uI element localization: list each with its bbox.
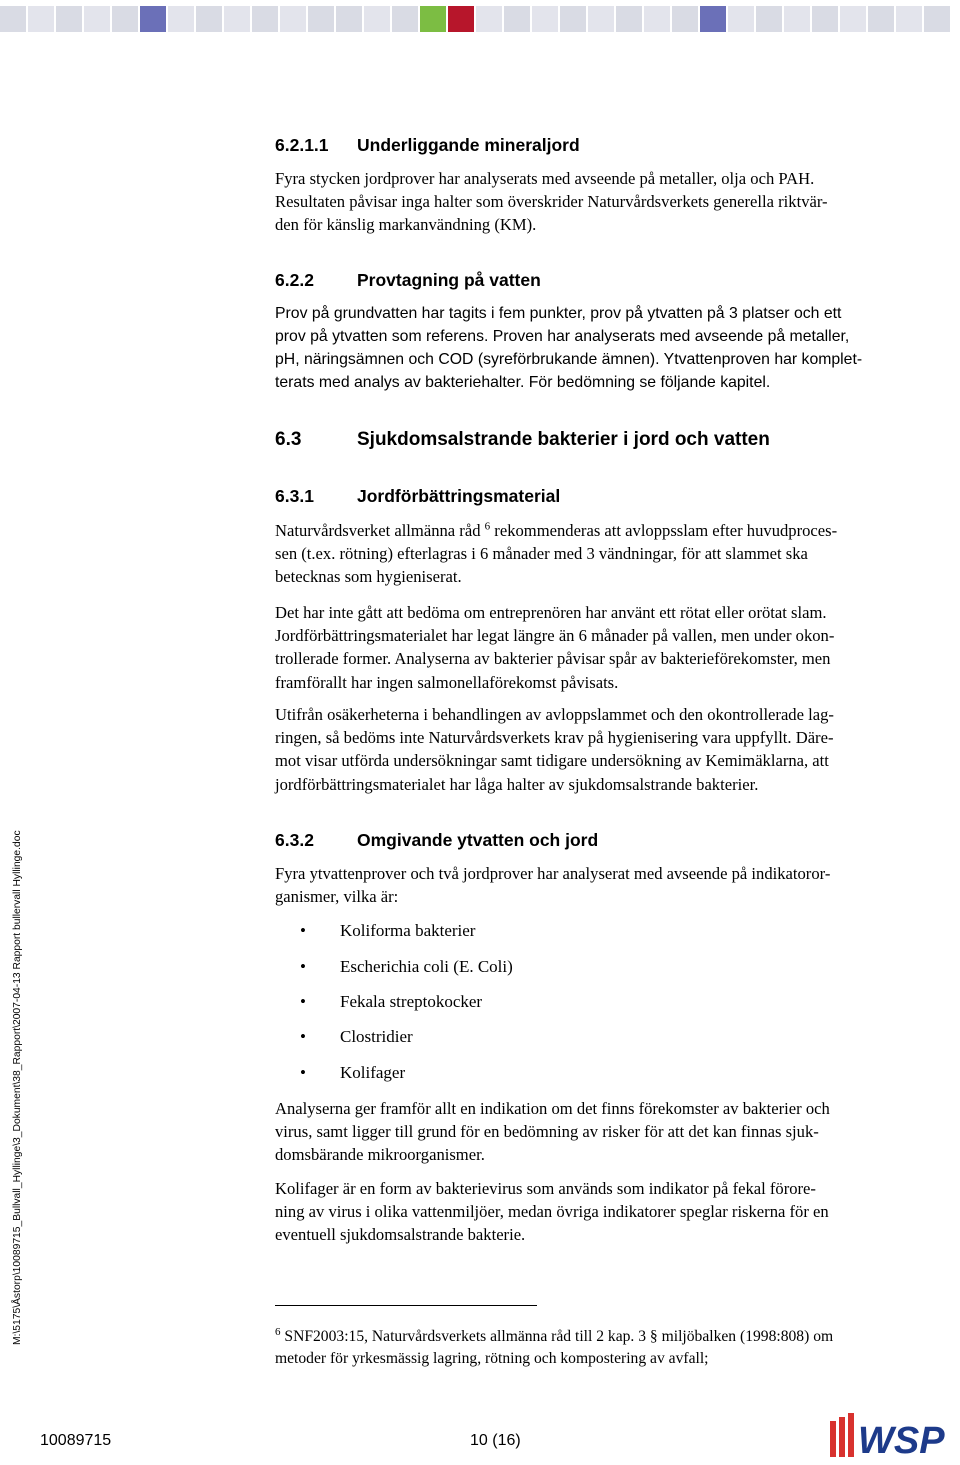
text-segment: Naturvårdsverket allmänna råd [275,521,481,540]
footnote-number: 6 [275,1325,281,1338]
header-square [700,6,726,32]
header-square [196,6,222,32]
text-line: sen (t.ex. rötning) efterlagras i 6 månader med 3 vändningar, för att slammet ska [275,544,808,564]
list-item-label: Kolifager [340,1063,406,1082]
heading-6-3-2 [275,830,598,851]
heading-number: 6.3.1 [275,486,314,506]
logo-text: WSP [858,1420,945,1459]
header-square [336,6,362,32]
heading-title: Jordförbättringsmaterial [357,486,561,506]
bullet-icon: • [300,921,306,940]
bullet-icon: • [300,992,306,1011]
paragraph-slam-rad [275,519,955,589]
list-item [300,992,482,1012]
text-line: prov på ytvatten som referens. Proven har analyserats med avseende på metaller, [275,328,850,345]
header-square [448,6,474,32]
header-square [140,6,166,32]
text-line: Det har inte gått att bedöma om entreprenören har använt ett rötat eller orötat slam. [275,603,827,622]
heading-6-3 [275,429,770,451]
header-square [252,6,278,32]
header-decoration [0,6,960,32]
list-item [300,921,475,941]
text-line: ning av virus i olika vattenmiljöer, medan övriga indikatorer speglar riskerna för en [275,1202,829,1222]
text-segment: SNF2003:15, Naturvårdsverkets allmänna råd till 2 kap. 3 § miljöbalken (1998:808) om [280,1328,834,1345]
text-line: mot visar utförda undersökningar samt tidigare undersökning av Kemimäklarna, att [275,751,829,771]
header-square [280,6,306,32]
list-item-label: Fekala streptokocker [340,992,483,1011]
list-item-label: Escherichia coli (E. Coli) [340,957,513,976]
header-square [924,6,950,32]
text-line: domsbärande mikroorganismer. [275,1145,485,1165]
heading-title: Omgivande ytvatten och jord [357,830,599,850]
header-square [672,6,698,32]
paragraph-kolifager [275,1177,955,1247]
text-line: Prov på grundvatten har tagits i fem punkter, prov på ytvatten på 3 platser och ett [275,305,842,322]
header-square [392,6,418,32]
logo-bar [839,1417,845,1457]
text-line: Fyra stycken jordprover har analyserats med avseende på metaller, olja och PAH. [275,169,815,188]
text-segment: rekommenderas att avloppsslam efter huvudproces- [490,521,838,540]
header-square [560,6,586,32]
heading-6-2-2 [275,270,541,291]
header-square [420,6,446,32]
text-line: Resultaten påvisar inga halter som överskrider Naturvårdsverkets generella riktvär- [275,192,828,212]
logo-bars [830,1413,854,1457]
header-square [840,6,866,32]
header-square [56,6,82,32]
header-square [364,6,390,32]
heading-6-2-1-1 [275,135,580,156]
text-line: jordförbättringsmaterialet har låga halter av sjukdomsalstrande bakterier. [275,774,759,794]
header-square [588,6,614,32]
text-line: Fyra ytvattenprover och två jordprover har analyserat med avseende på indikatoror- [275,864,831,883]
paragraph-slam-slutsats [275,703,955,796]
text-line: Kolifager är en form av bakterievirus som används som indikator på fekal förore- [275,1179,816,1198]
document-path: M:\5175\Åstorp\10089715_Bullvall_Hyllinge\3_Dokument\38_Rapport\2007-04-13 Rapport bullervall Hyllinge.doc [12,830,23,1345]
heading-number: 6.2.2 [275,270,314,290]
wsp-logo-icon [830,1413,956,1459]
page-number: 10 (16) [470,1432,521,1449]
footnote-separator [275,1305,537,1306]
list-item [300,1027,413,1047]
heading-number: 6.3.2 [275,830,314,850]
footnote-reference: 6 [484,520,491,533]
paragraph-indikatorer [275,862,955,908]
text-line: betecknas som hygieniserat. [275,567,462,587]
text-line: Utifrån osäkerheterna i behandlingen av avloppslammet och den okontrollerade lag- [275,705,834,724]
heading-number: 6.2.1.1 [275,135,329,155]
header-square [532,6,558,32]
text-line: framförallt har ingen salmonellaförekomst påvisats. [275,672,619,692]
text-line: pH, näringsämnen och COD (syreförbrukande ämnen). Ytvattenproven har komplet- [275,351,863,368]
header-square [868,6,894,32]
text-line: metoder för yrkesmässig lagring, rötning och kompostering av avfall; [275,1350,709,1367]
header-square [756,6,782,32]
text-line: eventuell sjukdomsalstrande bakterie. [275,1225,526,1245]
header-square [476,6,502,32]
list-item [300,1063,405,1083]
document-number: 10089715 [40,1432,112,1449]
bullet-icon: • [300,957,306,976]
text-line: den för känslig markanvändning (KM). [275,215,537,235]
header-square [644,6,670,32]
text-line [275,1326,833,1348]
logo-bar [830,1421,836,1457]
paragraph-provtagning [275,302,955,394]
header-square [224,6,250,32]
text-line: virus, samt ligger till grund för en bedömning av risker för att det kan finnas sjuk- [275,1122,819,1142]
header-square [84,6,110,32]
header-square [812,6,838,32]
text-line [275,519,955,542]
header-square [112,6,138,32]
header-square [504,6,530,32]
text-line: ganismer, vilka är: [275,887,399,907]
list-item-label: Clostridier [340,1027,413,1046]
header-square [0,6,26,32]
header-square [308,6,334,32]
paragraph-mineraljord [275,167,955,237]
header-square [784,6,810,32]
text-line: Analyserna ger framför allt en indikation om det finns förekomster av bakterier och [275,1099,830,1118]
header-square [896,6,922,32]
heading-6-3-1 [275,486,560,507]
heading-number: 6.3 [275,429,302,450]
logo-bar [848,1413,854,1457]
header-square [168,6,194,32]
bullet-icon: • [300,1027,306,1046]
text-line: ringen, så bedöms inte Naturvårdsverkets krav på hygienisering vara uppfyllt. Däre- [275,728,834,748]
heading-title: Underliggande mineraljord [357,135,580,155]
text-line: trollerade former. Analyserna av bakterier påvisar spår av bakterieförekomster, men [275,649,831,669]
header-square [28,6,54,32]
heading-title: Provtagning på vatten [357,270,541,290]
text-line: Jordförbättringsmaterialet har legat längre än 6 månader på vallen, men under okon- [275,626,835,646]
paragraph-analys [275,1097,955,1167]
list-item-label: Koliforma bakterier [340,921,476,940]
footnote [275,1326,833,1370]
list-item [300,957,513,977]
heading-title: Sjukdomsalstrande bakterier i jord och vatten [357,429,770,450]
bullet-icon: • [300,1063,306,1082]
paragraph-slam-bedomning [275,601,955,694]
text-line: terats med analys av bakteriehalter. För bedömning se följande kapitel. [275,374,771,391]
header-square [728,6,754,32]
header-square [616,6,642,32]
